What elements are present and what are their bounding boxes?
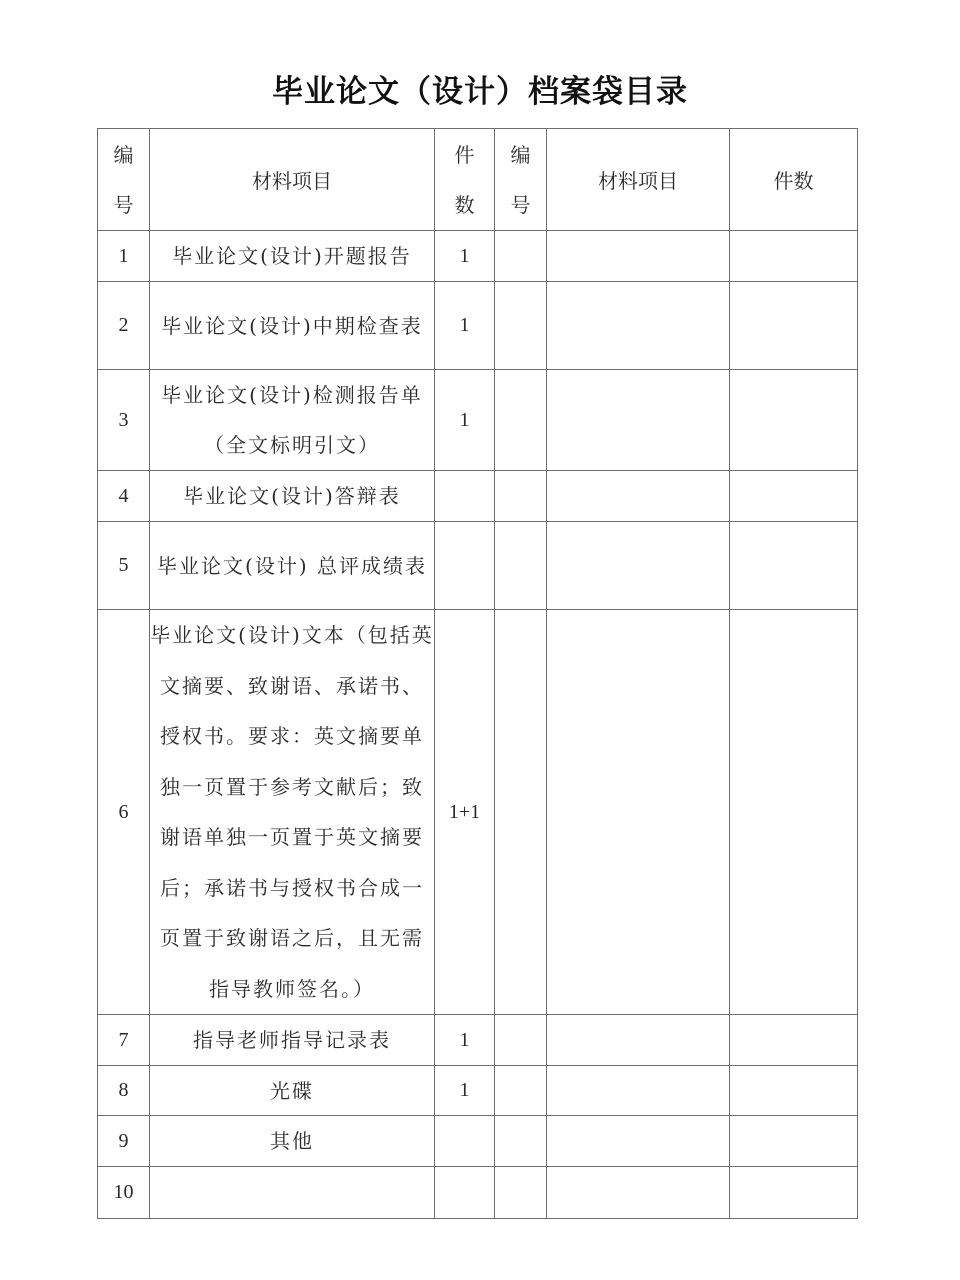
- row-right-count: [730, 610, 858, 1015]
- row-item: 毕业论文(设计)答辩表: [150, 471, 435, 522]
- row-count: [435, 522, 495, 610]
- header-item-left: 材料项目: [150, 129, 435, 231]
- table-row: [98, 231, 858, 282]
- row-item: 毕业论文(设计)开题报告: [150, 231, 435, 282]
- row-no: 6: [98, 610, 150, 1015]
- table-row: [98, 1167, 858, 1219]
- row-no: 1: [98, 231, 150, 282]
- row-right-item: [547, 1066, 730, 1116]
- row-no: 10: [98, 1167, 150, 1219]
- header-row: [98, 129, 858, 231]
- header-count-right: 件数: [730, 129, 858, 231]
- row-count: [435, 471, 495, 522]
- row-right-no: [495, 231, 547, 282]
- row-right-item: [547, 1116, 730, 1167]
- row-right-count: [730, 282, 858, 370]
- page-title: 毕业论文（设计）档案袋目录: [272, 74, 688, 110]
- row-right-count: [730, 1015, 858, 1066]
- catalog-table: [97, 128, 858, 1219]
- row-right-count: [730, 1066, 858, 1116]
- row-right-no: [495, 1066, 547, 1116]
- row-right-item: [547, 370, 730, 471]
- row-right-item: [547, 282, 730, 370]
- row-right-no: [495, 1015, 547, 1066]
- header-no-right: 编 号: [495, 129, 547, 231]
- row-no: 4: [98, 471, 150, 522]
- row-item: 毕业论文(设计) 总评成绩表: [150, 522, 435, 610]
- table-row: [98, 370, 858, 471]
- row-item: 毕业论文(设计)检测报告单（全文标明引文）: [150, 370, 435, 471]
- row-right-no: [495, 1167, 547, 1219]
- row-count: 1: [435, 370, 495, 471]
- table-row: [98, 1015, 858, 1066]
- row-item: [150, 1167, 435, 1219]
- row-no: 5: [98, 522, 150, 610]
- row-right-no: [495, 370, 547, 471]
- row-right-count: [730, 522, 858, 610]
- row-no: 7: [98, 1015, 150, 1066]
- row-count: 1+1: [435, 610, 495, 1015]
- header-item-right: 材料项目: [547, 129, 730, 231]
- row-no: 3: [98, 370, 150, 471]
- table-row: [98, 1116, 858, 1167]
- header-no-left: 编 号: [98, 129, 150, 231]
- header-count-left: 件 数: [435, 129, 495, 231]
- row-right-count: [730, 231, 858, 282]
- row-right-item: [547, 1167, 730, 1219]
- row-right-count: [730, 1167, 858, 1219]
- row-right-no: [495, 1116, 547, 1167]
- row-item: 毕业论文(设计)中期检查表: [150, 282, 435, 370]
- row-item: 光碟: [150, 1066, 435, 1116]
- row-count: 1: [435, 231, 495, 282]
- row-item: 指导老师指导记录表: [150, 1015, 435, 1066]
- row-right-no: [495, 610, 547, 1015]
- row-item: 其他: [150, 1116, 435, 1167]
- row-count: [435, 1167, 495, 1219]
- row-count: [435, 1116, 495, 1167]
- row-right-item: [547, 471, 730, 522]
- row-count: 1: [435, 1015, 495, 1066]
- row-right-item: [547, 522, 730, 610]
- table-row: [98, 522, 858, 610]
- row-right-item: [547, 610, 730, 1015]
- table-row: [98, 282, 858, 370]
- row-right-item: [547, 231, 730, 282]
- row-count: 1: [435, 282, 495, 370]
- row-no: 9: [98, 1116, 150, 1167]
- table-row: [98, 610, 858, 1015]
- row-no: 2: [98, 282, 150, 370]
- row-no: 8: [98, 1066, 150, 1116]
- table-row: [98, 1066, 858, 1116]
- row-count: 1: [435, 1066, 495, 1116]
- row-item: 毕业论文(设计)文本（包括英文摘要、致谢语、承诺书、授权书。要求：英文摘要单独一页置于参考文献后；致谢语单独一页置于英文摘要后；承诺书与授权书合成一页置于致谢语之后，且无需指导教师签名。）: [150, 610, 435, 1015]
- row-right-no: [495, 522, 547, 610]
- row-right-no: [495, 282, 547, 370]
- row-right-item: [547, 1015, 730, 1066]
- row-right-count: [730, 471, 858, 522]
- table-row: [98, 471, 858, 522]
- row-right-count: [730, 1116, 858, 1167]
- row-right-count: [730, 370, 858, 471]
- row-right-no: [495, 471, 547, 522]
